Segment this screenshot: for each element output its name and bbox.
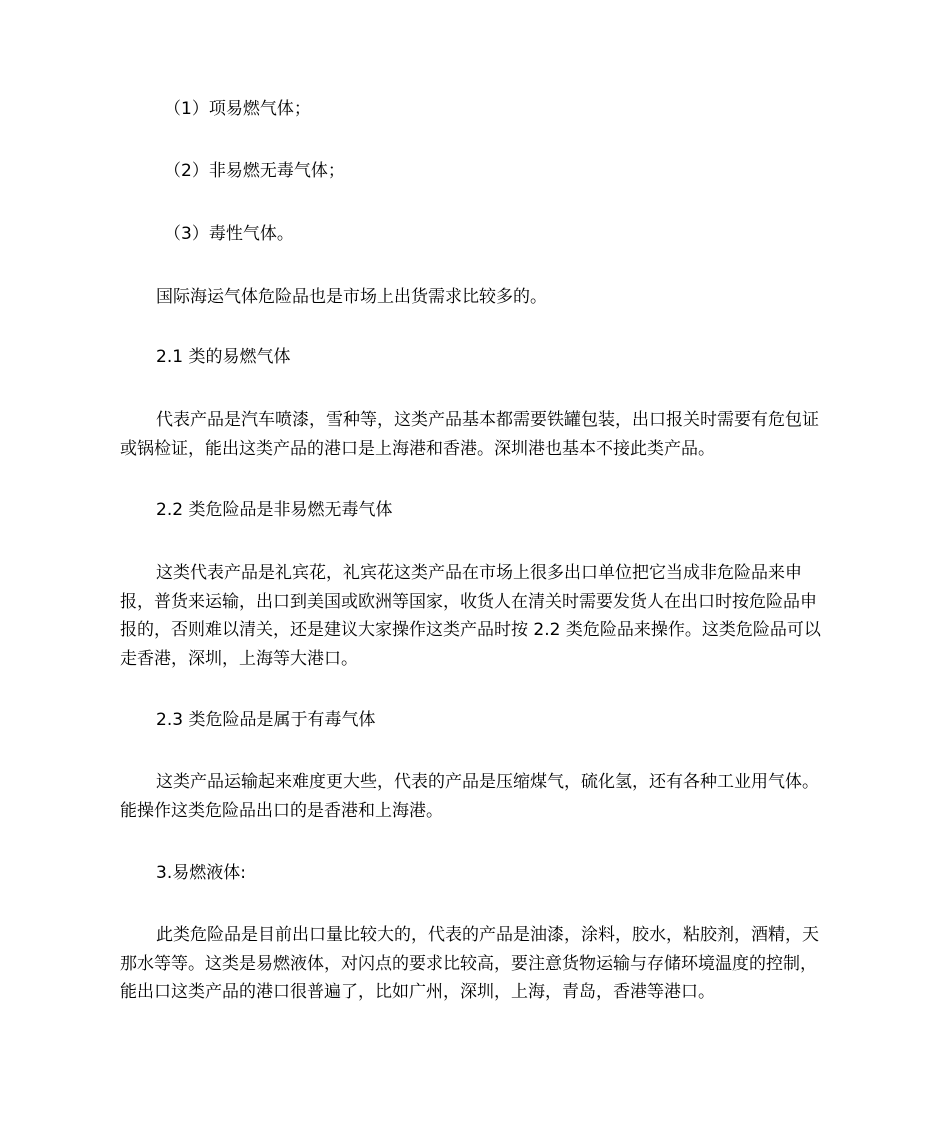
paragraph-class-2-2: 这类代表产品是礼宾花，礼宾花这类产品在市场上很多出口单位把它当成非危险品来申报，普货来运输，出口到美国或欧洲等国家，收货人在清关时需要发货人在出口时按危险品申报的，否则难以清关，还是建议大家操作这类产品时按 2.2 类危险品来操作。这类危险品可以走香港，深圳，上海等大港口。 bbox=[120, 563, 821, 669]
list-item-flammable-gas: （1）项易燃气体； bbox=[164, 99, 311, 119]
heading-class-2-1: 2.1 类的易燃气体 bbox=[156, 347, 291, 367]
paragraph-intro: 国际海运气体危险品也是市场上出货需求比较多的。 bbox=[156, 287, 547, 307]
list-item-non-flammable-gas: （2）非易燃无毒气体； bbox=[164, 161, 345, 181]
list-item-toxic-gas: （3）毒性气体。 bbox=[164, 224, 294, 244]
paragraph-class-3: 此类危险品是目前出口量比较大的，代表的产品是油漆，涂料，胶水，粘胶剂，酒精，天那水等等。这类是易燃液体，对闪点的要求比较高，要注意货物运输与存储环境温度的控制，能出口这类产品的港口很普遍了，比如广州，深圳，上海，青岛，香港等港口。 bbox=[120, 925, 819, 1002]
heading-class-2-3: 2.3 类危险品是属于有毒气体 bbox=[156, 710, 376, 730]
heading-class-3: 3.易燃液体: bbox=[156, 863, 246, 883]
paragraph-class-2-3: 这类产品运输起来难度更大些，代表的产品是压缩煤气，硫化氢，还有各种工业用气体。能操作这类危险品出口的是香港和上海港。 bbox=[120, 772, 819, 821]
heading-class-2-2: 2.2 类危险品是非易燃无毒气体 bbox=[156, 500, 393, 520]
paragraph-class-2-1: 代表产品是汽车喷漆，雪种等，这类产品基本都需要铁罐包装，出口报关时需要有危包证或锅检证，能出这类产品的港口是上海港和香港。深圳港也基本不接此类产品。 bbox=[120, 410, 819, 459]
